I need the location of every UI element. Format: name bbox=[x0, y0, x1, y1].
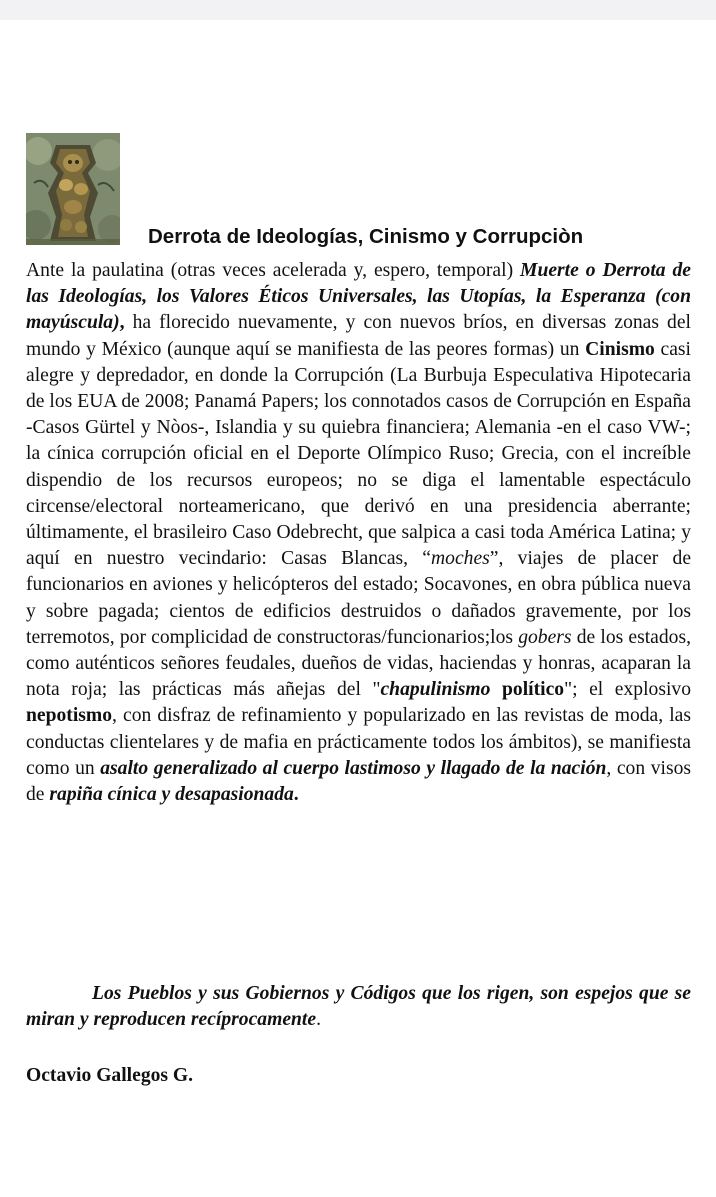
body-text-run: Cinismo bbox=[585, 338, 655, 360]
body-text-run: moches bbox=[431, 548, 490, 570]
closing-quote-end: . bbox=[316, 1009, 321, 1031]
closing-quote-text: Los Pueblos y sus Gobiernos y Códigos que los rigen, son espejos que se miran y reproducen recíprocamente bbox=[26, 983, 691, 1031]
body-text-run: asalto generalizado al cuerpo lastimoso y llagado de la nación bbox=[100, 757, 607, 779]
body-text-run: , con disfraz de refinamiento y popularizado en las revistas de moda, las conductas clientelares y de mafia en prácticamente todos los ámbitos), se manifiesta como un bbox=[26, 705, 691, 779]
body-text-run: Ante la paulatina (otras veces acelerada y, espero, temporal) bbox=[26, 260, 521, 281]
artwork-image bbox=[26, 133, 120, 245]
body-text-run: Muerte o Derrota de las Ideologías, los Valores Éticos Universales, las Utopías, la Esperanza (con mayúscula) bbox=[26, 260, 691, 334]
author-signature: Octavio Gallegos G. bbox=[26, 1065, 194, 1086]
body-text-run: chapulinismo bbox=[380, 679, 491, 701]
body-text-run: de los estados, como auténticos señores feudales, dueños de vidas, haciendas y honras, acaparan la nota roja; las prácticas más añejas del " bbox=[26, 626, 691, 701]
body-text-run: político bbox=[490, 679, 565, 701]
body-text-run: gobers bbox=[518, 626, 572, 648]
article-title: Derrota de Ideologías, Cinismo y Corrupciòn bbox=[148, 225, 584, 248]
body-text-run: "; el explosivo bbox=[564, 679, 691, 701]
body-text-run: ”, viajes de placer de funcionarios en aviones y helicópteros del estado; Socavones, en obra pública nueva y sobre pagada; cientos de edificios destruidos o dañados gravemente, por los terremotos, por complicidad de constructoras/funcionarios;los bbox=[26, 548, 692, 648]
status-bar bbox=[0, 0, 716, 20]
body-text-run: . bbox=[293, 784, 299, 806]
body-text-run: nepotismo bbox=[26, 705, 113, 727]
article-body-paragraph bbox=[26, 258, 691, 808]
body-text-run: , con visos de bbox=[26, 757, 692, 806]
body-text-run: , bbox=[119, 312, 125, 334]
body-text-run: rapiña cínica y desapasionada bbox=[49, 784, 294, 806]
body-text-run: ha florecido nuevamente, y con nuevos bríos, en diversas zonas del mundo y México (aunque aquí se manifiesta de las peores formas) un bbox=[26, 312, 691, 360]
body-text-run: casi alegre y depredador, en donde la Corrupción (La Burbuja Especulativa Hipotecaria de los EUA de 2008; Panamá Papers; los connotados casos de Corrupción en España -Casos Gürtel y Nòos-, Islandia y su quiebra financiera; Alemania -en el caso VW-; la cínica corrupción oficial en el Deporte Olímpico Ruso; Grecia, con el increíble dispendio de los recursos europeos; no se diga el lamentable espectáculo circense/electoral norteamericano, que derivó en una presidencia aberrante; últimamente, el brasileiro Caso Odebrecht, que salpica a casi toda América Latina; y aquí en nuestro vecindario: Casas Blancas, “ bbox=[26, 338, 691, 570]
closing-quote bbox=[26, 981, 691, 1033]
